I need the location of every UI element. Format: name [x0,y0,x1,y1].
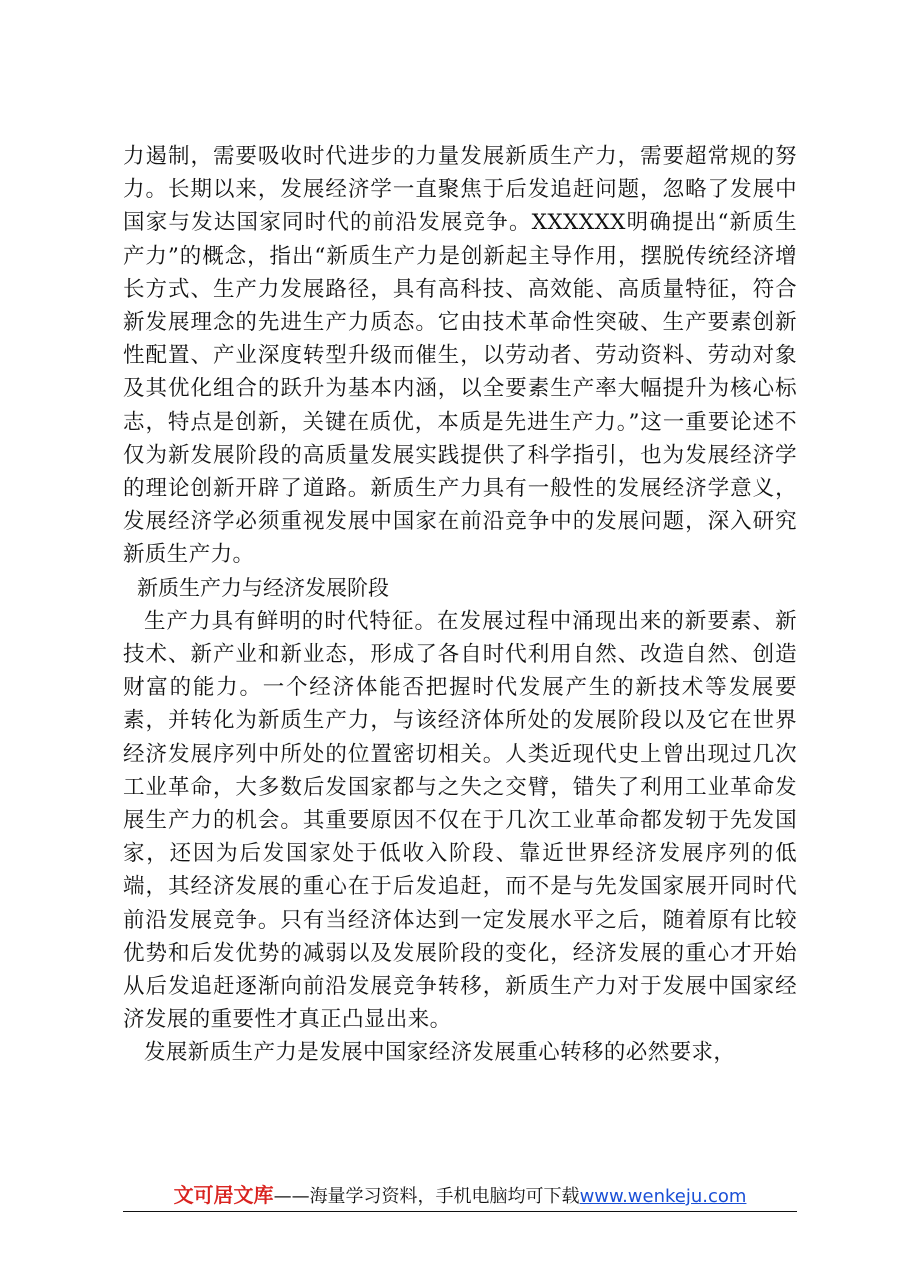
footer-site-link[interactable]: www.wenkeju.com [579,1186,747,1207]
paragraph-continued: 发展新质生产力是发展中国家经济发展重心转移的必然要求， [144,1040,736,1066]
paragraph-productivity: 生产力具有鲜明的时代特征。在发展过程中涌现出来的新要素、新技术、新产业和新业态，形成了各自时代利用自然、改造自然、创造财富的能力。一个经济体能否把握时代发展产生的新技术等发展要素，并转化为新质生产力，与该经济体所处的发展阶段以及它在世界经济发展序列中所处的位置密切相关。人类近现代史上曾出现过几次工业革命，大多数后发国家都与之失之交臂，错失了利用工业革命发展生产力的机会。其重要原因不仅在于几次工业革命都发轫于先发国家，还因为后发国家处于低收入阶段、靠近世界经济发展序列的低端，其经济发展的重心在于后发追赶，而不是与先发国家展开同时代前沿发展竞争。只有当经济体达到一定发展水平之后，随着原有比较优势和后发优势的减弱以及发展阶段的变化，经济发展的重心才开始从后发追赶逐渐向前沿发展竞争转移，新质生产力对于发展中国家经济发展的重要性才真正凸显出来。 [123,608,797,1033]
footer-divider [123,1211,797,1212]
paragraph-intro: 力遏制，需要吸收时代进步的力量发展新质生产力，需要超常规的努力。长期以来，发展经济学一直聚焦于后发追赶问题，忽略了发展中国家与发达国家同时代的前沿发展竞争。XXXXXX明确提出“新质生产力”的概念，指出“新质生产力是创新起主导作用，摆脱传统经济增长方式、生产力发展路径，具有高科技、高效能、高质量特征，符合新发展理念的先进生产力质态。它由技术革命性突破、生产要素创新性配置、产业深度转型升级而催生，以劳动者、劳动资料、劳动对象及其优化组合的跃升为基本内涵，以全要素生产率大幅提升为核心标志，特点是创新，关键在质优，本质是先进生产力。”这一重要论述不仅为新发展阶段的高质量发展实践提供了科学指引，也为发展经济学的理论创新开辟了道路。新质生产力具有一般性的发展经济学意义，发展经济学必须重视发展中国家在前沿竞争中的发展问题，深入研究新质生产力。 [123,144,797,568]
section-heading: 新质生产力与经济发展阶段 [137,575,389,600]
footer-tagline: ——海量学习资料，手机电脑均可下载 [273,1186,580,1207]
footer-brand: 文可居文库 [173,1183,274,1207]
document-body [123,140,797,1070]
page-footer [123,1180,797,1212]
